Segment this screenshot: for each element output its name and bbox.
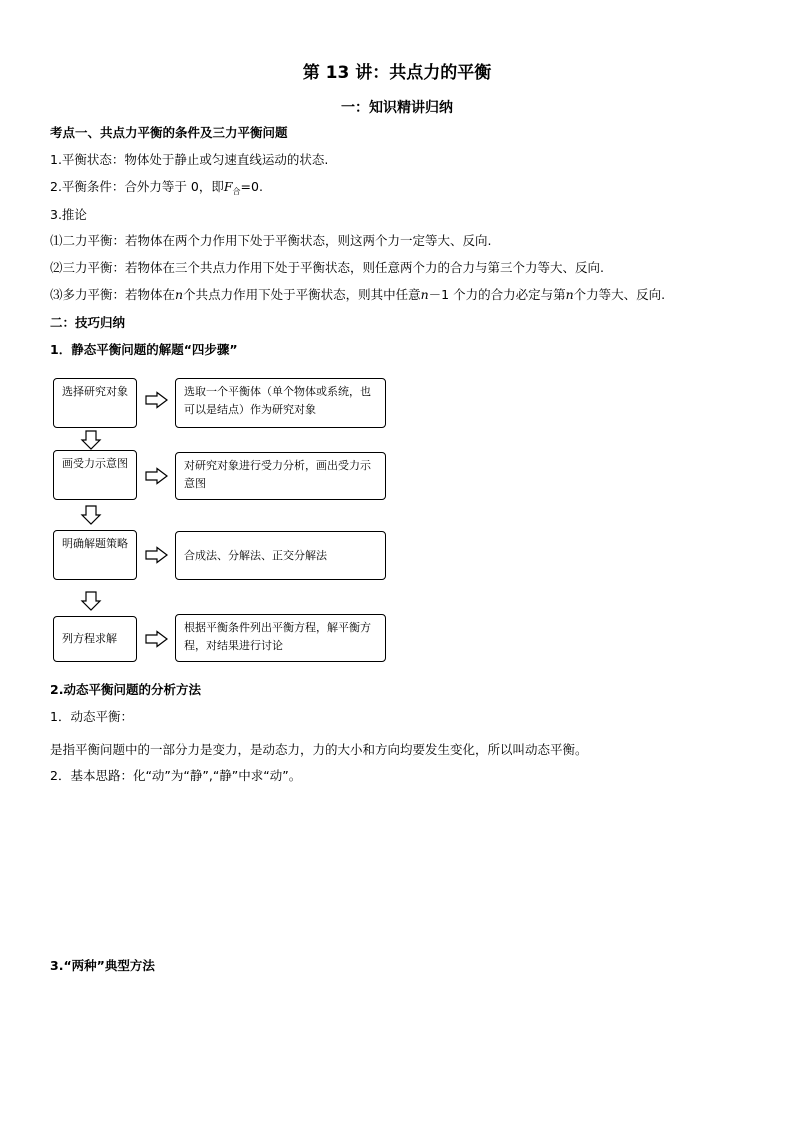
inf3-part-c: －1 个力的合力必定与第 [428,287,566,302]
inference-multi-force [50,285,665,303]
dynamic-balance-label: 1．动态平衡： [50,709,133,724]
flow-step-4-desc: 根据平衡条件列出平衡方程，解平衡方程，对结果进行讨论 [175,614,386,662]
flow-step-1-desc: 选取一个平衡体（单个物体或系统，也可以是结点）作为研究对象 [175,378,386,428]
flow-step-3-box: 明确解题策略 [53,530,137,580]
balance-condition-suffix: =0. [240,179,263,194]
flow-step-3-desc: 合成法、分解法、正交分解法 [175,531,386,580]
inference-heading: 3.推论 [50,207,87,222]
page-title: 第 13 讲：共点力的平衡 [302,63,492,83]
flow-step-1-box: 选择研究对象 [53,378,137,428]
flow-step-2-box: 画受力示意图 [53,450,137,500]
var-n-1: n [175,287,184,302]
static-balance-heading: 1．静态平衡问题的解题“四步骤” [50,342,238,357]
force-subscript: 合 [232,187,241,196]
section-subtitle: 一：知识精讲归纳 [341,100,453,116]
two-methods-heading: 3.“两种”典型方法 [50,958,155,973]
inference-three-force: ⑵三力平衡：若物体在三个共点力作用下处于平衡状态，则任意两个力的合力与第三个力等大、反向. [50,260,604,275]
force-symbol: F [223,179,233,194]
balance-condition-text [50,177,263,197]
down-arrow-icon [81,591,101,611]
right-arrow-icon [145,392,169,408]
balance-condition-prefix: 2.平衡条件：合外力等于 0，即 [50,179,224,194]
topic-heading: 考点一、共点力平衡的条件及三力平衡问题 [50,125,288,140]
balance-state-text: 1.平衡状态：物体处于静止或匀速直线运动的状态. [50,152,329,167]
inf3-part-b: 个共点力作用下处于平衡状态，则其中任意 [183,287,421,302]
inference-two-force: ⑴二力平衡：若物体在两个力作用下处于平衡状态，则这两个力一定等大、反向. [50,233,492,248]
inf3-part-d: 个力等大、反向. [573,287,666,302]
down-arrow-icon [81,505,101,525]
right-arrow-icon [145,631,169,647]
skills-heading: 二：技巧归纳 [50,315,126,330]
dynamic-balance-definition: 是指平衡问题中的一部分力是变力，是动态力，力的大小和方向均要发生变化，所以叫动态平衡。 [50,742,588,757]
inf3-part-a: ⑶多力平衡：若物体在 [50,287,176,302]
right-arrow-icon [145,468,169,484]
var-n-2: n [420,287,429,302]
flow-step-2-desc: 对研究对象进行受力分析，画出受力示意图 [175,452,386,500]
down-arrow-icon [81,430,101,450]
right-arrow-icon [145,547,169,563]
var-n-3: n [565,287,574,302]
basic-approach-text: 2．基本思路：化“动”为“静”,“静”中求“动”。 [50,768,302,783]
flow-step-4-box: 列方程求解 [53,616,137,662]
dynamic-balance-heading: 2.动态平衡问题的分析方法 [50,682,201,697]
